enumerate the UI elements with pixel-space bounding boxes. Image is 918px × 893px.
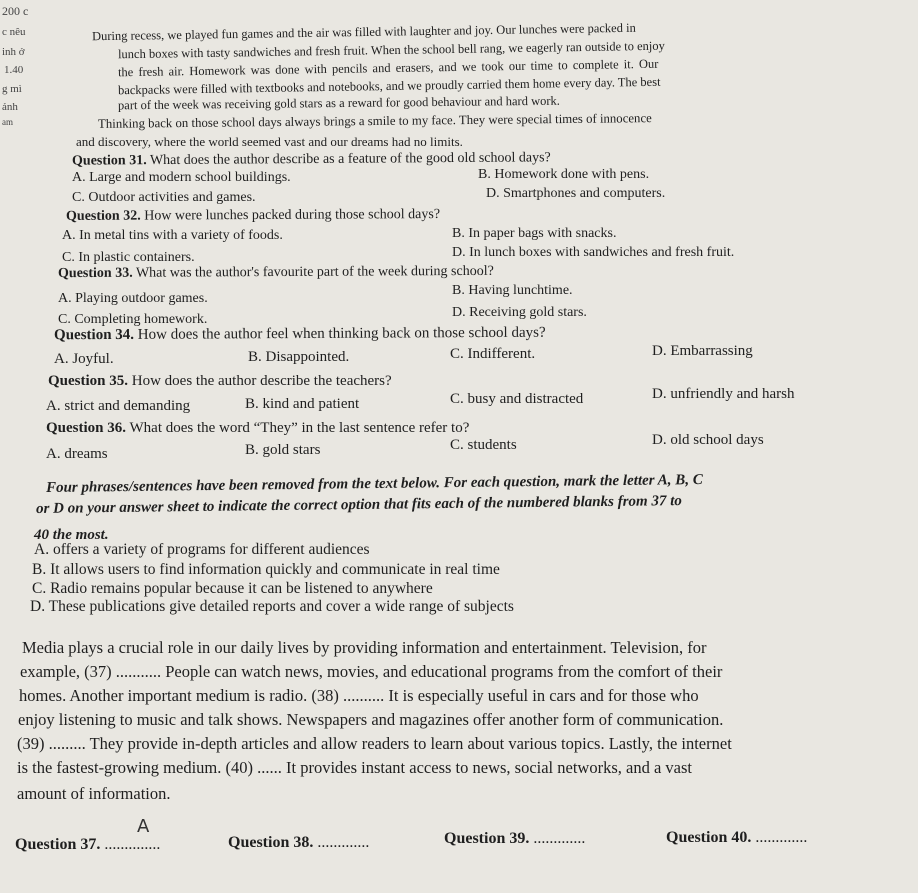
answer-39 (444, 830, 585, 848)
question-label: Question 32. (65, 208, 141, 224)
answer-37 (15, 836, 160, 854)
option-a[interactable]: A. Joyful. (54, 351, 114, 367)
option-a[interactable]: A. In metal tins with a variety of foods. (62, 228, 283, 243)
question-text: How were lunches packed during those school days? (144, 207, 441, 224)
handwritten-answer: A (137, 816, 150, 837)
option-d[interactable]: D. unfriendly and harsh (652, 386, 795, 402)
answer-label: Question 39. (444, 830, 530, 847)
margin-note: 200 c (2, 4, 29, 18)
option-b[interactable]: B. In paper bags with snacks. (452, 226, 617, 241)
reading-line: and discovery, where the world seemed vast and our dreams had no limits. (76, 134, 463, 149)
margin-note: c nêu (2, 26, 26, 38)
reading-line: During recess, we played fun games and the air was filled with laughter and joy. Our lunches were packed in (91, 20, 636, 44)
reading-line: part of the week was receiving gold stars as a reward for good behaviour and hard work. (117, 93, 560, 113)
question-text: What does the word “They” in the last sentence refer to? (129, 420, 470, 436)
choice-c: C. Radio remains popular because it can be listened to anywhere (32, 580, 433, 597)
option-a[interactable]: A. Playing outdoor games. (58, 291, 208, 306)
question-label: Question 33. (57, 265, 133, 282)
margin-note: am (2, 117, 13, 127)
instruction-line: 40 the most. (34, 527, 109, 543)
passage-line: amount of information. (17, 784, 171, 803)
question-32 (66, 207, 440, 225)
question-35 (48, 373, 392, 390)
answer-label: Question 38. (228, 834, 314, 851)
question-label: Question 36. (46, 420, 127, 436)
option-a[interactable]: A. dreams (46, 446, 108, 462)
passage-line: homes. Another important medium is radio. (38) .......... It is especially useful in cars and for those who (19, 686, 699, 705)
option-b[interactable]: B. kind and patient (245, 396, 360, 412)
option-c[interactable]: C. busy and distracted (450, 391, 584, 407)
passage-line: Media plays a crucial role in our daily lives by providing information and entertainment. Television, for (22, 638, 707, 657)
choice-d: D. These publications give detailed reports and cover a wide range of subjects (30, 598, 514, 615)
question-36 (46, 420, 469, 437)
option-c[interactable]: C. In plastic containers. (62, 250, 195, 265)
margin-note: inh ở (2, 46, 25, 58)
passage-line: enjoy listening to music and talk shows. Newspapers and magazines offer another form of communication. (18, 710, 724, 729)
passage-line: example, (37) ........... People can watch news, movies, and educational programs from the comfort of their (20, 662, 723, 681)
option-c[interactable]: C. Outdoor activities and games. (72, 190, 256, 205)
instruction-line: Four phrases/sentences have been removed from the text below. For each question, mark the letter A, B, C (45, 471, 703, 497)
reading-line: Thinking back on those school days always brings a smile to my face. They were special times of innocence (97, 111, 652, 131)
answer-label: Question 40. (666, 829, 752, 846)
answer-40 (666, 829, 807, 847)
question-label: Question 31. (71, 153, 147, 169)
reading-line: backpacks were filled with textbooks and notebooks, and we proudly carried them home every day. The best (117, 74, 661, 98)
question-text: How does the author feel when thinking back on those school days? (137, 324, 546, 343)
option-b[interactable]: B. Having lunchtime. (452, 283, 573, 298)
answer-blank[interactable]: .............. (104, 836, 161, 853)
option-d[interactable]: D. In lunch boxes with sandwiches and fresh fruit. (452, 245, 735, 260)
question-label: Question 34. (53, 326, 135, 344)
question-text: What was the author's favourite part of the week during school? (135, 263, 494, 281)
margin-note: 1.40 (4, 64, 24, 76)
answer-blank[interactable]: ............. (533, 830, 586, 847)
instruction-line: or D on your answer sheet to indicate the correct option that fits each of the numbered blanks from 37 to (35, 493, 682, 517)
question-text: How does the author describe the teachers? (131, 373, 392, 389)
reading-line: lunch boxes with tasty sandwiches and fresh fruit. When the school bell rang, we eagerly ran outside to enjoy (117, 38, 665, 62)
option-c[interactable]: C. students (450, 437, 517, 453)
passage-line: (39) ......... They provide in-depth articles and allow readers to learn about various topics. Lastly, the internet (17, 734, 732, 753)
margin-note: ảnh (2, 101, 18, 113)
option-a[interactable]: A. Large and modern school buildings. (72, 170, 291, 185)
option-d[interactable]: D. Receiving gold stars. (452, 305, 587, 320)
choice-a: A. offers a variety of programs for different audiences (34, 541, 370, 558)
option-a[interactable]: A. strict and demanding (46, 398, 191, 414)
option-b[interactable]: B. gold stars (245, 442, 321, 458)
option-d[interactable]: D. Embarrassing (652, 343, 753, 359)
question-34 (54, 325, 546, 345)
answer-blank[interactable]: ............. (317, 834, 370, 851)
passage-line: is the fastest-growing medium. (40) ...... It provides instant access to news, social networks, and a vast (17, 758, 692, 777)
option-c[interactable]: C. Completing homework. (58, 312, 208, 327)
margin-note: g mì (2, 83, 22, 95)
answer-38 (228, 834, 369, 852)
option-c[interactable]: C. Indifferent. (450, 346, 536, 362)
reading-line: the fresh air. Homework was done with pencils and erasers, and we took our time to complete it. Our (117, 56, 659, 80)
question-label: Question 35. (48, 373, 129, 389)
answer-blank[interactable]: ............. (755, 829, 808, 846)
option-b[interactable]: B. Homework done with pens. (478, 167, 650, 182)
option-d[interactable]: D. Smartphones and computers. (486, 186, 666, 201)
answer-label: Question 37. (15, 836, 101, 853)
question-33 (58, 264, 494, 282)
option-b[interactable]: B. Disappointed. (248, 349, 350, 365)
option-d[interactable]: D. old school days (652, 432, 764, 448)
question-text: What does the author describe as a feature of the good old school days? (149, 150, 551, 169)
choice-b: B. It allows users to find information quickly and communicate in real time (32, 561, 500, 578)
